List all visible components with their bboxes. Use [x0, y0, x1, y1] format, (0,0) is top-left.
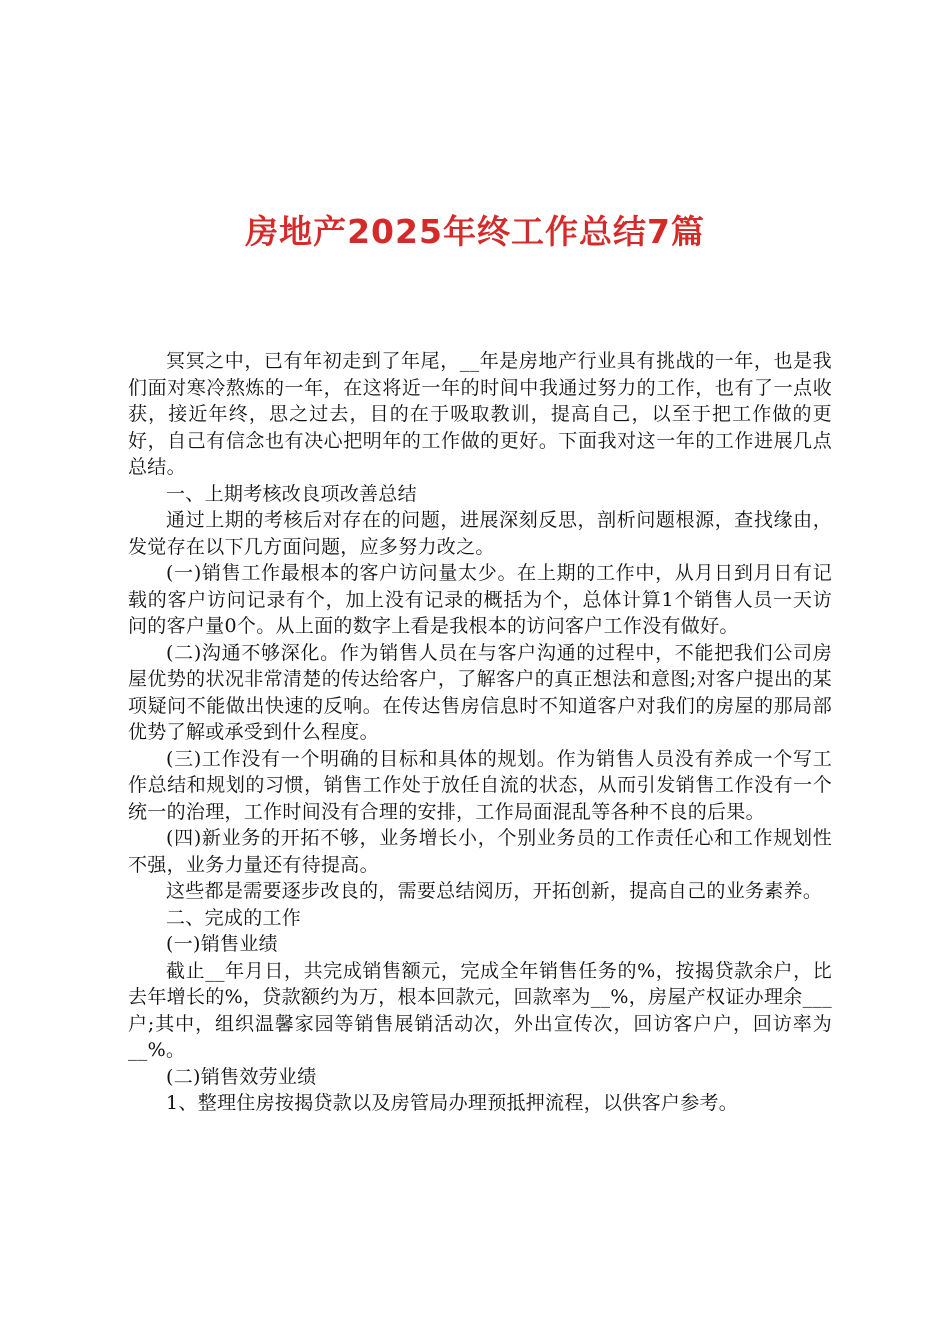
section-heading-2: 二、完成的工作: [166, 906, 302, 929]
body-paragraph: 这些都是需要逐步改良的，需要总结阅历，开拓创新，提高自己的业务素养。: [166, 880, 823, 902]
intro-paragraph: 冥冥之中，已有年初走到了年尾，__年是房地产行业具有挑战的一年，也是我们面对寒冷熬炼的一年，在这将近一年的时间中我通过努力的工作，也有了一点收获，接近年终，思之过去，目的在于吸取教训，提高自己，以至于把工作做的更好，自己有信念也有决心把明年的工作做的更好。下面我对这一年的工作进展几点总结。: [128, 350, 832, 478]
document-body: [128, 348, 832, 1117]
subsection-heading: (二)销售效劳业绩: [166, 1065, 317, 1088]
subsection-heading: (一)销售业绩: [166, 933, 278, 955]
body-paragraph: (四)新业务的开拓不够，业务增长小，个别业务员的工作责任心和工作规划性不强，业务力量还有待提高。: [128, 827, 832, 876]
body-paragraph: 1、整理住房按揭贷款以及房管局办理预抵押流程，以供客户参考。: [166, 1092, 739, 1114]
section-heading-1: 一、上期考核改良项改善总结: [166, 482, 417, 505]
body-paragraph: (二)沟通不够深化。作为销售人员在与客户沟通的过程中，不能把我们公司房屋优势的状况非常清楚的传达给客户，了解客户的真正想法和意图;对客户提出的某项疑问不能做出快速的反响。在传达售房信息时不知道客户对我们的房屋的那局部优势了解或承受到什么程度。: [128, 641, 832, 743]
document-title: 房地产2025年终工作总结7篇: [245, 212, 705, 251]
body-paragraph: (一)销售工作最根本的客户访问量太少。在上期的工作中，从月日到月日有记载的客户访问记录有个，加上没有记录的概括为个，总体计算1个销售人员一天访问的客户量0个。从上面的数字上看是我根本的访问客户工作没有做好。: [128, 562, 832, 637]
body-paragraph: 通过上期的考核后对存在的问题，进展深刻反思，剖析问题根源，查找缘由，发觉存在以下几方面问题，应多努力改之。: [128, 509, 832, 558]
body-paragraph: (三)工作没有一个明确的目标和具体的规划。作为销售人员没有养成一个写工作总结和规划的习惯，销售工作处于放任自流的状态，从而引发销售工作没有一个统一的治理，工作时间没有合理的安排，工作局面混乱等各种不良的后果。: [128, 747, 832, 823]
body-paragraph: 截止__年月日，共完成销售额元，完成全年销售任务的%，按揭贷款余户，比去年增长的%，贷款额约为万，根本回款元，回款率为__%，房屋产权证办理余___户;其中，组织温馨家园等销售展销活动次，外出宣传次，回访客户户，回访率为__%。: [128, 959, 832, 1061]
